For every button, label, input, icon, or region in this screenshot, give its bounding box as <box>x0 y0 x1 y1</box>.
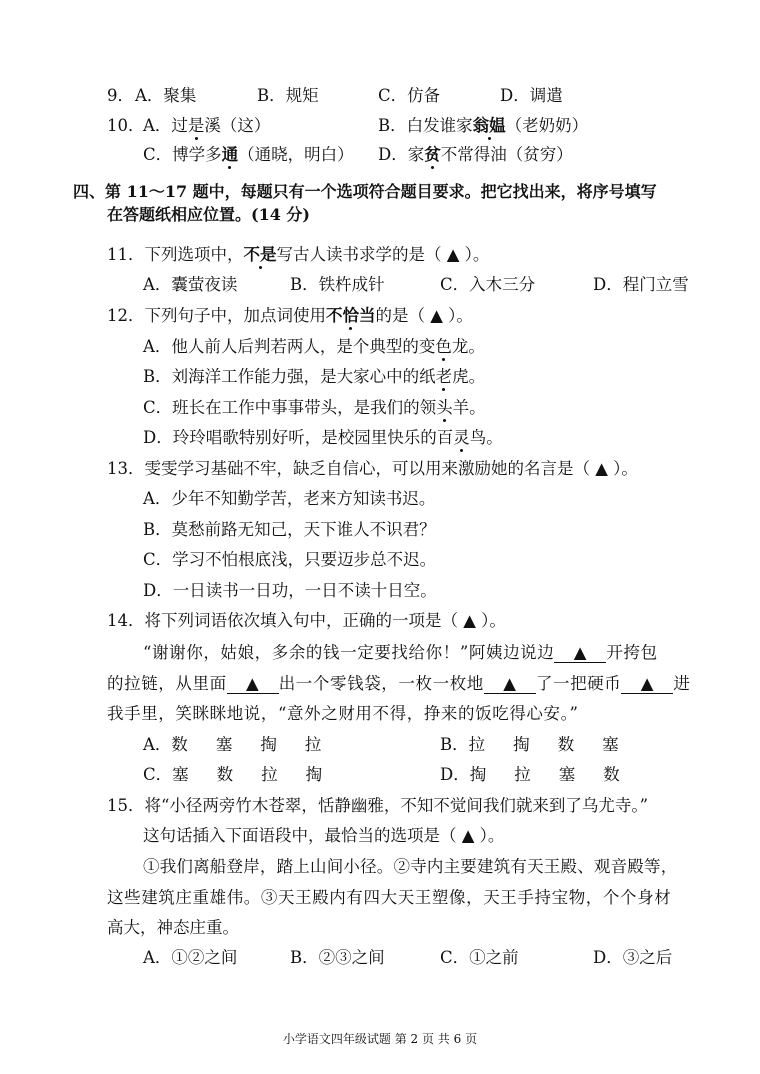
passage-text: “谢谢你，姑娘，多余的钱一定要找给你！”阿姨边说边 <box>143 643 555 662</box>
option-text: D．玲玲唱歌特别好听，是校园里快乐的 <box>143 428 437 447</box>
option-word: 掏 <box>305 765 323 784</box>
option-d <box>378 144 573 166</box>
option-word: B．拉 <box>440 735 486 754</box>
option-text: B．刘海洋工作能力强，是大家心中的 <box>143 367 420 386</box>
option-word: A．数 <box>143 735 188 754</box>
option-a: A．聚集 <box>135 86 197 105</box>
option-text: 不常得油（贫穷） <box>440 145 573 164</box>
option-c <box>143 397 486 419</box>
option-text: 。 <box>469 398 486 417</box>
question-12 <box>107 305 473 327</box>
option-text: （老奶奶） <box>505 116 589 135</box>
option-text: 溪（这） <box>204 116 271 135</box>
option-b: B．规矩 <box>257 86 319 105</box>
option-word: D．掏 <box>440 765 487 784</box>
option-b: B．②③之间 <box>290 948 385 967</box>
dotted-word: 百灵鸟 <box>436 428 487 447</box>
dotted-word: 是 <box>187 116 205 135</box>
option-d: D．一日读书一日功，一日不读十日空。 <box>143 581 437 600</box>
option-text: C．班长在工作中事事带头，是我们的 <box>143 398 420 417</box>
question-number: 10． <box>107 116 145 135</box>
dotted-word: 纸老虎 <box>419 367 469 386</box>
dotted-word: 不恰当 <box>326 306 376 325</box>
question-number: 14． <box>107 611 145 630</box>
fill-blank: ▲ <box>484 675 536 694</box>
page-footer: 小学语文四年级试题 第 2 页 共 6 页 <box>282 1032 478 1046</box>
option-a: A．囊萤夜读 <box>143 275 238 294</box>
option-b: B．铁杵成针 <box>290 275 385 294</box>
section-heading: 四、第 11～17 题中，每题只有一个选项符合题目要求。把它找出来，将序号填写 <box>73 182 657 201</box>
option-text: （通晓，明白） <box>238 145 354 164</box>
option-b <box>440 734 619 756</box>
option-word: 掏 <box>260 735 277 754</box>
option-word: 拉 <box>261 765 278 784</box>
question-number: 9． <box>107 86 134 105</box>
question-stem: 写古人读书求学的是（ ▲ ）。 <box>276 245 490 264</box>
option-word: C．塞 <box>143 765 189 784</box>
option-a: A．①②之间 <box>143 948 238 967</box>
option-text: B．白发谁家 <box>378 116 473 135</box>
question-13 <box>107 458 638 480</box>
option-a: A．少年不知勤学苦，老来方知读书迟。 <box>143 489 436 508</box>
option-a <box>143 734 321 756</box>
passage-line-3: 高大，神态庄重。 <box>107 918 239 937</box>
option-c <box>143 764 322 786</box>
option-word: 拉 <box>304 735 322 754</box>
option-word: 数 <box>216 765 234 784</box>
option-word: 塞 <box>602 735 619 754</box>
fill-blank: ▲ <box>621 675 673 694</box>
option-d: D．调遣 <box>500 86 563 105</box>
option-a <box>143 115 270 137</box>
dotted-word: 翁媪 <box>472 116 506 135</box>
section-heading-cont: 在答题纸相应位置。(14 分) <box>107 205 310 224</box>
question-9 <box>107 85 134 107</box>
question-stem: 的是（ ▲ ）。 <box>375 306 473 325</box>
question-number: 13． <box>107 459 145 478</box>
question-11 <box>107 244 489 266</box>
question-stem: 下列句子中，加点词使用 <box>144 306 326 325</box>
option-word: 数 <box>557 735 575 754</box>
passage-text: 出一个零钱袋，一枚一枚地 <box>278 674 484 693</box>
fill-blank: ▲ <box>554 644 606 663</box>
dotted-word: 不是 <box>243 245 277 264</box>
question-15 <box>107 795 648 817</box>
option-text: D．家 <box>378 145 425 164</box>
option-d: D．程门立雪 <box>593 275 689 294</box>
option-word: 掏 <box>513 735 530 754</box>
option-text: A．过 <box>143 116 188 135</box>
option-b <box>378 115 588 137</box>
option-c <box>143 144 354 166</box>
option-c: C．入木三分 <box>440 275 536 294</box>
option-text: A．他人前人后判若两人，是个典型的 <box>143 337 419 356</box>
option-c: C．①之前 <box>440 948 519 967</box>
passage-text: 开挎包 <box>606 643 658 662</box>
fill-blank: ▲ <box>227 675 279 694</box>
option-d <box>143 427 503 449</box>
dotted-word: 贫 <box>424 145 441 164</box>
question-number: 12． <box>107 306 145 325</box>
passage-line-1 <box>143 642 658 664</box>
option-d <box>440 764 620 786</box>
option-c: C．学习不怕根底浅，只要迈步总不迟。 <box>143 550 437 569</box>
option-text: 。 <box>486 428 503 447</box>
dotted-word: 领头羊 <box>419 398 470 417</box>
option-a <box>143 336 485 358</box>
question-number: 11． <box>107 245 145 264</box>
option-b: B．莫愁前路无知己，天下谁人不识君？ <box>143 520 436 539</box>
question-stem: 下列选项中， <box>144 245 244 264</box>
passage-line-1: ①我们离船登岸，踏上山间小径。②寺内主要建筑有天王殿、观音殿等， <box>143 857 678 876</box>
passage-line-2 <box>107 673 691 695</box>
option-text: 。 <box>468 367 486 386</box>
option-d: D．③之后 <box>593 948 673 967</box>
option-b <box>143 366 485 388</box>
question-14 <box>107 610 506 632</box>
dotted-word: 变色龙 <box>418 337 469 356</box>
option-word: 塞 <box>558 765 576 784</box>
option-text: C．博学多 <box>143 145 222 164</box>
passage-text: 进 <box>673 674 691 693</box>
passage-text: 的拉链，从里面 <box>107 674 227 693</box>
option-c: C．仿备 <box>378 86 441 105</box>
question-stem: 将“小径两旁竹木苍翠，恬静幽雅，不知不觉间我们就来到了乌尤寺。” <box>144 796 649 815</box>
question-number: 15． <box>107 796 145 815</box>
dotted-word: 通 <box>221 145 239 164</box>
passage-line-2: 这些建筑庄重雄伟。③天王殿内有四大天王塑像，天王手持宝物，个个身材 <box>107 888 672 907</box>
question-stem-cont: 这句话插入下面语段中，最恰当的选项是（ ▲ ）。 <box>143 826 505 845</box>
option-word: 塞 <box>215 735 233 754</box>
option-text: 。 <box>468 337 485 356</box>
question-10 <box>107 115 145 137</box>
question-stem: 雯雯学习基础不牢，缺乏自信心，可以用来激励她的名言是（ ▲ ）。 <box>144 459 638 478</box>
question-stem: 将下列词语依次填入句中，正确的一项是（ ▲ ）。 <box>144 611 506 630</box>
option-word: 数 <box>603 765 620 784</box>
passage-text: 了一把硬币 <box>535 674 622 693</box>
passage-line-3: 我手里，笑眯眯地说，“意外之财用不得，挣来的饭吃得心安。” <box>107 704 579 723</box>
option-word: 拉 <box>514 765 531 784</box>
